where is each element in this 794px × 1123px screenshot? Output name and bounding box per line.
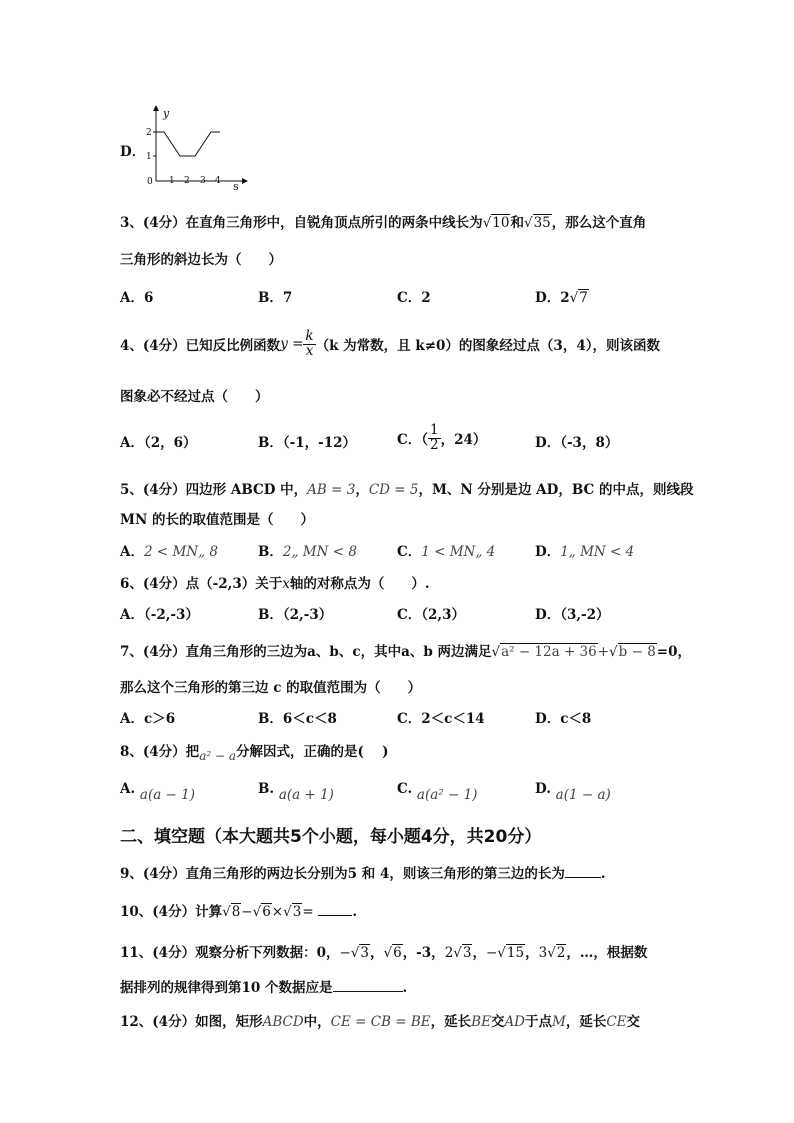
q3-option-c[interactable]: C．2 xyxy=(397,290,431,306)
q5-option-c[interactable]: C．1 < MN„ 4 xyxy=(397,544,496,560)
graph-x-label: s xyxy=(233,180,239,193)
q6-option-d[interactable]: D．（3,-2） xyxy=(535,607,610,623)
q10-stem: 10、(4分）计算√8−√6×√3= . xyxy=(120,904,358,920)
graph-xtick-2: 2 xyxy=(184,176,190,186)
graph-ytick-1: 1 xyxy=(146,152,152,162)
q7-option-a[interactable]: A．c＞6 xyxy=(120,711,176,727)
q8-option-b[interactable]: B. a(a + 1) xyxy=(258,781,334,803)
q7-option-c[interactable]: C．2＜c＜14 xyxy=(397,711,485,727)
graph-ytick-2: 2 xyxy=(146,128,152,138)
graph-x-arrow xyxy=(242,178,248,184)
q3-option-d[interactable]: D．2√7 xyxy=(535,290,588,306)
sqrt-35: √35 xyxy=(523,215,551,231)
graph-line xyxy=(156,132,220,156)
q3-option-b[interactable]: B．7 xyxy=(258,290,293,306)
graph-y-label: y xyxy=(163,107,170,120)
q10-answer-blank[interactable] xyxy=(318,903,352,916)
q8-option-a[interactable]: A. a(a − 1) xyxy=(120,781,196,803)
graph-xtick-4: 4 xyxy=(215,176,221,186)
q8-option-c[interactable]: C. a(a² − 1) xyxy=(397,781,478,803)
q5-stem-line2: MN 的长的取值范围是（ ） xyxy=(120,512,314,528)
q4-option-c[interactable]: C．（ $\frac{1}{2}$ ，24） xyxy=(397,422,487,453)
option-d-graph xyxy=(140,103,250,193)
q9-answer-blank[interactable] xyxy=(565,865,601,878)
q6-option-c[interactable]: C．（2,3） xyxy=(397,607,465,623)
graph-origin: 0 xyxy=(147,177,153,187)
q6-option-b[interactable]: B．（2,-3） xyxy=(258,607,333,623)
q9-stem: 9、(4分）直角三角形的两边长分别为5 和 4，则该三角形的第三边的长为 . xyxy=(120,866,606,882)
graph-xtick-1: 1 xyxy=(169,176,175,186)
q12-stem: 12、(4分）如图，矩形ABCD中，CE = CB = BE，延长BE交AD于点M，延长CE交 xyxy=(120,1014,641,1030)
q4-option-a[interactable]: A．（2，6） xyxy=(120,435,197,451)
section-2-heading: 二、填空题（本大题共5个小题，每小题4分，共20分） xyxy=(120,827,542,847)
q6-option-a[interactable]: A．（-2,-3） xyxy=(120,607,199,623)
q6-stem: 6、(4分）点（-2,3）关于x轴的对称点为（ ）. xyxy=(120,576,430,592)
q7-stem-line2: 那么这个三角形的第三边 c 的取值范围为（ ） xyxy=(120,680,422,696)
q8-stem: 8、(4分）把a² − a分解因式，正确的是( ) xyxy=(120,744,389,763)
q5-option-a[interactable]: A．2 < MN„ 8 xyxy=(120,544,218,560)
q4-option-d[interactable]: D．（-3，8） xyxy=(535,435,619,451)
q8-option-d[interactable]: D. a(1 − a) xyxy=(535,781,611,803)
q3-stem-line1: 3、(4分）在直角三角形中，自锐角顶点所引的两条中线长为√10和√35，那么这个直角 xyxy=(120,215,647,231)
q7-option-d[interactable]: D．c＜8 xyxy=(535,711,592,727)
q4-stem-line2: 图象必不经过点（ ） xyxy=(120,389,269,405)
q5-stem-line1: 5、(4分）四边形 ABCD 中，AB = 3，CD = 5，M、N 分别是边 AD，BC 的中点，则线段 xyxy=(120,482,694,498)
sqrt-10: √10 xyxy=(482,215,510,231)
q4-stem-line1: 4、(4分）已知反比例函数y = $\frac{k}{x}$ （k 为常数，且 k≠0）的图象经过点（3，4），则该函数 xyxy=(120,328,660,359)
q11-answer-blank[interactable] xyxy=(333,979,403,992)
option-d-label: D． xyxy=(120,144,146,160)
q5-option-b[interactable]: B．2„ MN < 8 xyxy=(258,544,357,560)
q11-stem-line1: 11、(4分）观察分析下列数据：0，−√3，√6，-3，2√3，−√15，3√2，…，根据数 xyxy=(120,945,648,961)
q3-stem-line2: 三角形的斜边长为（ ） xyxy=(120,252,282,268)
q7-stem-line1: 7、(4分）直角三角形的三边为a、b、c，其中a、b 两边满足√a² − 12a + 36+√b − 8=0， xyxy=(120,644,691,660)
q4-option-b[interactable]: B．（-1，-12） xyxy=(258,435,357,451)
q11-stem-line2: 据排列的规律得到第10 个数据应是 . xyxy=(120,980,408,996)
q5-option-d[interactable]: D．1„ MN < 4 xyxy=(535,544,635,560)
k-over-x-fraction: $\frac{k}{x}$ xyxy=(305,328,314,359)
q7-option-b[interactable]: B．6＜c＜8 xyxy=(258,711,337,727)
graph-y-arrow xyxy=(153,105,159,111)
graph-xtick-3: 3 xyxy=(200,176,206,186)
q3-option-a[interactable]: A．6 xyxy=(120,290,154,306)
